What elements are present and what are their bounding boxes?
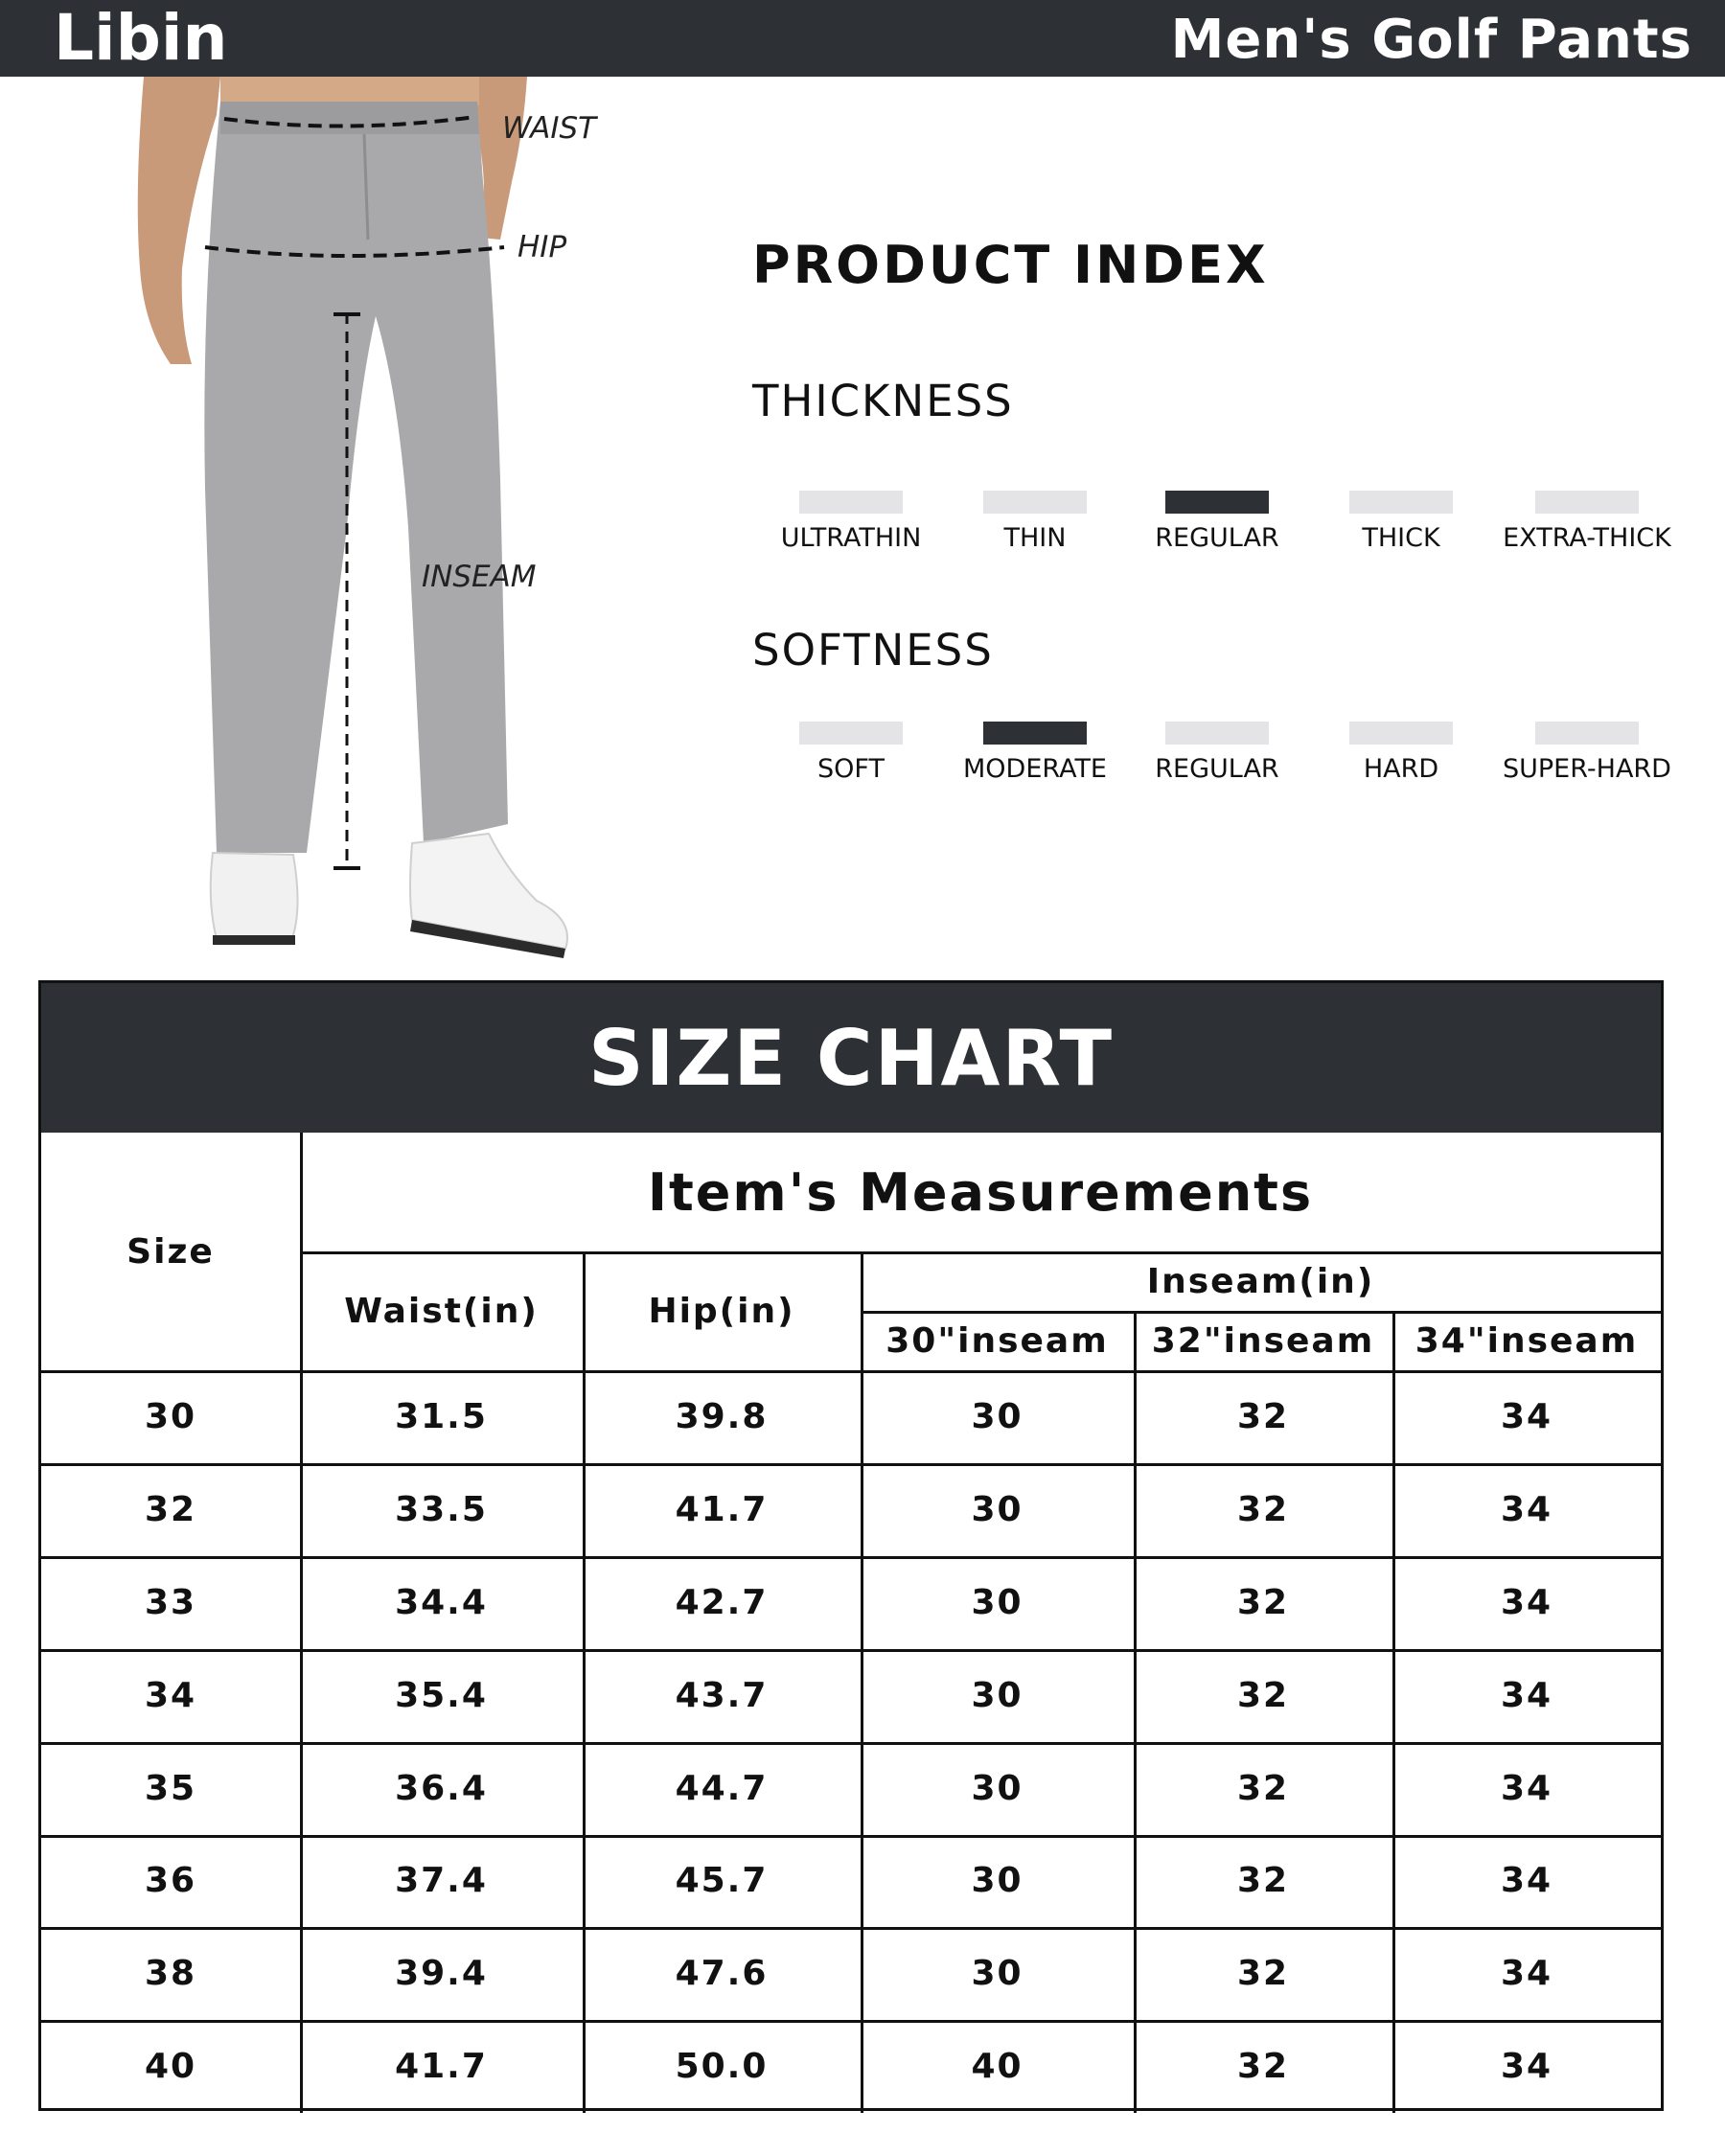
table-cell: 40 (971, 2047, 1024, 2087)
size-column-header: Size (126, 1231, 215, 1272)
table-cell: 34 (1500, 1396, 1553, 1436)
thickness-level-bar (1535, 491, 1639, 514)
softness-level-bar (983, 722, 1087, 745)
inseam-group-header: Inseam(in) (1146, 1261, 1375, 1301)
table-cell: 30 (971, 1582, 1024, 1622)
softness-level-bar (799, 722, 903, 745)
table-cell: 30 (971, 1768, 1024, 1808)
table-cell: 45.7 (675, 1861, 769, 1901)
table-cell: 32 (1236, 1675, 1290, 1715)
thickness-option-label: ULTRATHIN (780, 523, 922, 553)
table-cell: 32 (1236, 1489, 1290, 1529)
softness-option-super-hard (1496, 722, 1678, 784)
table-cell: 32 (1236, 1768, 1290, 1808)
table-cell: 34 (144, 1675, 197, 1715)
thickness-option-extra-thick (1496, 491, 1678, 553)
softness-option-moderate (944, 722, 1126, 784)
table-cell: 41.7 (675, 1489, 769, 1529)
table-cell: 34 (1500, 2047, 1553, 2087)
table-cell: 34 (1500, 1954, 1553, 1994)
thickness-option-label: REGULAR (1155, 523, 1279, 553)
table-cell: 33.5 (395, 1489, 488, 1529)
size-chart-title: SIZE CHART (41, 983, 1661, 1133)
table-cell: 50.0 (675, 2047, 769, 2087)
softness-scale (757, 722, 1691, 798)
table-cell: 34 (1500, 1582, 1553, 1622)
hip-label: HIP (518, 230, 567, 264)
table-cell: 34 (1500, 1489, 1553, 1529)
table-cell: 35 (144, 1768, 197, 1808)
product-title: Men's Golf Pants (1170, 9, 1692, 71)
softness-option-label: SOFT (817, 754, 885, 784)
table-cell: 32 (1236, 1582, 1290, 1622)
thickness-option-ultrathin (760, 491, 942, 553)
table-cell: 44.7 (675, 1768, 769, 1808)
table-cell: 37.4 (395, 1861, 488, 1901)
size-chart-table (38, 980, 1664, 2111)
table-cell: 40 (144, 2047, 197, 2087)
softness-level-bar (1535, 722, 1639, 745)
table-cell: 30 (144, 1396, 197, 1436)
inseam-column-header: 30"inseam (886, 1320, 1109, 1361)
measurements-group-header: Item's Measurements (647, 1161, 1314, 1223)
table-cell: 47.6 (675, 1954, 769, 1994)
table-cell: 43.7 (675, 1675, 769, 1715)
table-cell: 32 (1236, 2047, 1290, 2087)
brand-logo: Libin (54, 1, 228, 75)
thickness-level-bar (1165, 491, 1269, 514)
table-cell: 34 (1500, 1675, 1553, 1715)
waist-column-header: Waist(in) (344, 1291, 539, 1331)
softness-title: SOFTNESS (752, 625, 994, 676)
table-cell: 34.4 (395, 1582, 488, 1622)
softness-option-regular (1126, 722, 1308, 784)
table-cell: 31.5 (395, 1396, 488, 1436)
inseam-column-header: 32"inseam (1151, 1320, 1375, 1361)
softness-option-hard (1310, 722, 1492, 784)
thickness-option-regular (1126, 491, 1308, 553)
thickness-option-thin (944, 491, 1126, 553)
model-figure (125, 77, 623, 968)
table-cell: 39.4 (395, 1954, 488, 1994)
table-cell: 34 (1500, 1861, 1553, 1901)
thickness-level-bar (799, 491, 903, 514)
thickness-option-label: THICK (1362, 523, 1440, 553)
table-cell: 30 (971, 1489, 1024, 1529)
thickness-option-label: THIN (1003, 523, 1067, 553)
thickness-level-bar (1349, 491, 1453, 514)
thickness-option-label: EXTRA-THICK (1503, 523, 1671, 553)
pants-model-illustration (125, 77, 623, 968)
table-cell: 34 (1500, 1768, 1553, 1808)
table-cell: 35.4 (395, 1675, 488, 1715)
softness-level-bar (1349, 722, 1453, 745)
softness-level-bar (1165, 722, 1269, 745)
table-cell: 36.4 (395, 1768, 488, 1808)
softness-option-label: MODERATE (963, 754, 1107, 784)
table-cell: 39.8 (675, 1396, 769, 1436)
table-cell: 30 (971, 1861, 1024, 1901)
thickness-scale (757, 491, 1691, 567)
table-cell: 38 (144, 1954, 197, 1994)
softness-option-label: REGULAR (1155, 754, 1279, 784)
inseam-column-header: 34"inseam (1414, 1320, 1639, 1361)
table-cell: 32 (1236, 1954, 1290, 1994)
inseam-label: INSEAM (422, 560, 537, 594)
top-banner (0, 0, 1725, 77)
softness-option-soft (760, 722, 942, 784)
table-cell: 41.7 (395, 2047, 488, 2087)
table-cell: 32 (1236, 1861, 1290, 1901)
softness-option-label: SUPER-HARD (1503, 754, 1671, 784)
thickness-option-thick (1310, 491, 1492, 553)
hip-column-header: Hip(in) (648, 1291, 795, 1331)
table-cell: 30 (971, 1396, 1024, 1436)
thickness-title: THICKNESS (752, 376, 1014, 426)
thickness-level-bar (983, 491, 1087, 514)
table-cell: 33 (144, 1582, 197, 1622)
table-cell: 42.7 (675, 1582, 769, 1622)
table-cell: 30 (971, 1954, 1024, 1994)
table-cell: 32 (144, 1489, 197, 1529)
table-cell: 36 (144, 1861, 197, 1901)
product-index-title: PRODUCT INDEX (752, 235, 1269, 295)
table-cell: 32 (1236, 1396, 1290, 1436)
softness-option-label: HARD (1363, 754, 1439, 784)
waist-label: WAIST (502, 111, 597, 146)
table-cell: 30 (971, 1675, 1024, 1715)
